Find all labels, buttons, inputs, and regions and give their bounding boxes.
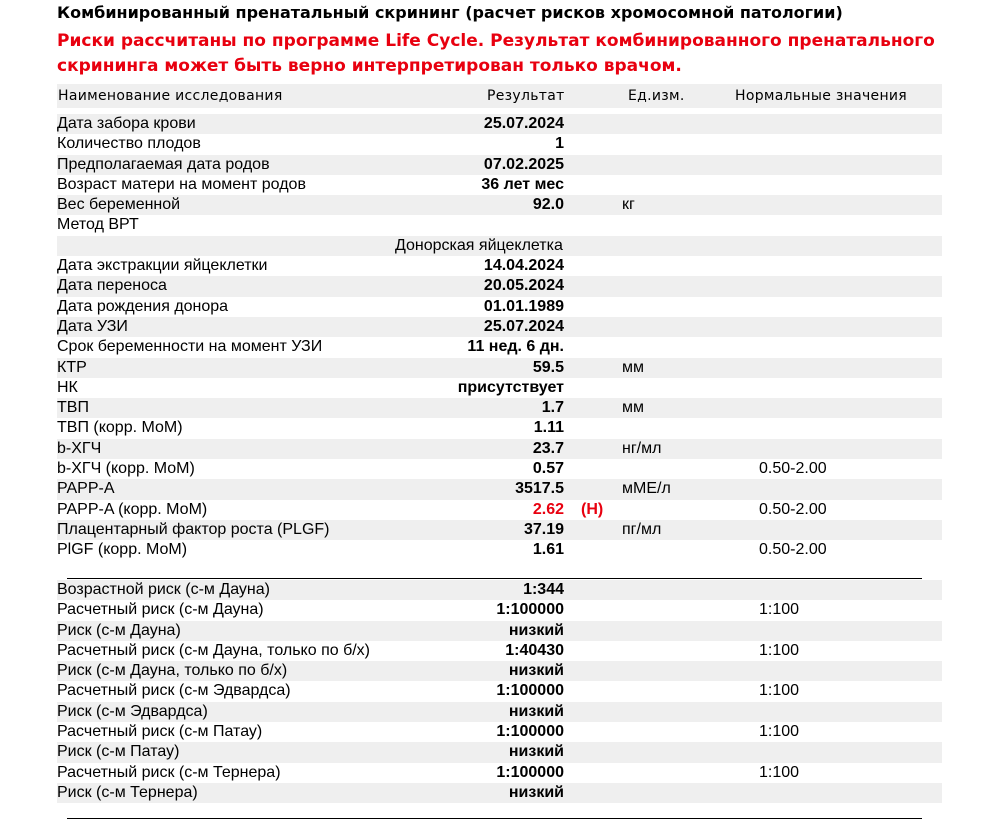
row-name: PAPP-A (корр. МоМ): [57, 500, 208, 518]
row-name: b-ХГЧ (корр. МоМ): [57, 460, 195, 478]
row-name: Дата забора крови: [57, 115, 196, 132]
row-norm: 0.50-2.00: [759, 541, 827, 559]
row-name: PAPP-A: [57, 480, 115, 498]
risk-norm: 1:100: [759, 723, 800, 741]
row-name: Срок беременности на момент УЗИ: [57, 338, 323, 356]
row-result: 25.07.2024: [483, 115, 564, 132]
row-result: 20.05.2024: [483, 277, 564, 295]
table-row: [57, 540, 942, 560]
risk-row: [57, 621, 942, 641]
risk-name: Риск (с-м Дауна, только по б/х): [57, 662, 288, 680]
table-row: [57, 175, 942, 195]
risk-name: Расчетный риск (с-м Эдвардса): [57, 682, 291, 700]
row-name: Дата рождения донора: [57, 297, 229, 315]
report-title: Комбинированный пренатальный скрининг (расчет рисков хромосомной патологии): [57, 3, 843, 22]
row-name: PlGF (корр. МоМ): [57, 541, 188, 559]
risk-norm: 1:100: [759, 682, 800, 700]
risk-result: низкий: [508, 702, 564, 720]
table-row: [57, 337, 942, 357]
row-name: ТВП (корр. МоМ): [57, 419, 183, 437]
risk-name: Риск (с-м Дауна): [57, 621, 181, 639]
row-subvalue: Донорская яйцеклетка: [395, 236, 563, 254]
row-result: 07.02.2025: [483, 155, 564, 173]
table-row: [57, 195, 942, 215]
table-row: [57, 297, 942, 317]
row-unit: мМЕ/л: [622, 480, 671, 498]
risk-result: низкий: [508, 743, 564, 761]
row-result: 36 лет мес: [481, 175, 564, 193]
risk-norm: 1:100: [759, 641, 800, 659]
table-row: [57, 439, 942, 459]
row-unit: мм: [622, 399, 644, 417]
risk-name: Расчетный риск (с-м Дауна): [57, 601, 264, 619]
table-row: [57, 398, 942, 418]
bottom-divider: [67, 818, 922, 819]
row-result: присутствует: [457, 378, 564, 396]
risk-result: 1:100000: [496, 601, 564, 619]
row-unit: мм: [622, 358, 644, 376]
table-row: [57, 236, 942, 256]
risk-row: [57, 580, 942, 600]
risk-row: [57, 783, 942, 803]
risk-row: [57, 681, 942, 701]
risk-result: низкий: [508, 783, 564, 801]
risk-norm: 1:100: [759, 763, 800, 781]
risk-result: 1:100000: [496, 682, 564, 700]
table-row: [57, 479, 942, 499]
table-header: [57, 84, 942, 108]
row-name: ТВП: [57, 399, 89, 417]
risk-name: Расчетный риск (с-м Тернера): [57, 763, 281, 781]
table-row: [57, 520, 942, 540]
header-name: Наименование исследования: [58, 88, 283, 104]
row-name: Плацентарный фактор роста (PLGF): [57, 520, 330, 538]
row-result: 3517.5: [515, 480, 564, 498]
risk-row: [57, 702, 942, 722]
row-name: b-ХГЧ: [57, 439, 102, 457]
risk-row: [57, 600, 942, 620]
row-flag: (Н): [581, 500, 604, 518]
row-norm: 0.50-2.00: [759, 460, 827, 478]
table-row: [57, 358, 942, 378]
risk-name: Риск (с-м Тернера): [57, 783, 198, 801]
risk-result: низкий: [508, 621, 564, 639]
row-result: 92.0: [532, 196, 564, 214]
risk-row: [57, 722, 942, 742]
table-row: [57, 500, 942, 520]
row-result: 2.62: [532, 500, 564, 518]
row-result: 0.57: [532, 460, 564, 478]
risk-name: Расчетный риск (с-м Патау): [57, 723, 263, 741]
risk-row: [57, 641, 942, 661]
table-row: [57, 276, 942, 296]
table-row: [57, 378, 942, 398]
row-result: 37.19: [523, 520, 564, 538]
interpretation-warning: Риски рассчитаны по программе Life Cycle. Результат комбинированного пренатального скрининга может быть верно интерпретирован только врачом.: [57, 31, 935, 76]
table-row: [57, 155, 942, 175]
row-result: 01.01.1989: [483, 297, 564, 315]
row-name: Дата УЗИ: [57, 317, 128, 335]
row-name: Вес беременной: [57, 196, 181, 214]
row-name: Предполагаемая дата родов: [57, 155, 270, 173]
row-name: Метод ВРТ: [57, 216, 139, 234]
row-result: 1.7: [541, 399, 564, 417]
section-divider: [67, 578, 922, 579]
row-name: Количество плодов: [57, 135, 201, 153]
row-name: Дата переноса: [57, 277, 167, 295]
risks-table: [57, 580, 942, 803]
risk-result: 1:100000: [496, 763, 564, 781]
row-name: КТР: [57, 358, 87, 376]
row-result: 59.5: [532, 358, 564, 376]
row-result: 14.04.2024: [483, 257, 564, 275]
row-result: 25.07.2024: [483, 317, 564, 335]
table-row: [57, 134, 942, 154]
risk-norm: 1:100: [759, 601, 800, 619]
risk-row: [57, 763, 942, 783]
row-name: Возраст матери на момент родов: [57, 175, 306, 193]
risk-result: 1:100000: [496, 723, 564, 741]
risk-name: Возрастной риск (с-м Дауна): [57, 581, 270, 598]
risk-name: Риск (с-м Эдвардса): [57, 702, 208, 720]
row-unit: кг: [622, 196, 635, 214]
row-result: 23.7: [532, 439, 564, 457]
risk-row: [57, 742, 942, 762]
table-row: [57, 317, 942, 337]
row-result: 1.61: [532, 541, 564, 559]
risk-result: 1:344: [523, 581, 564, 598]
risk-result: низкий: [508, 662, 564, 680]
row-norm: 0.50-2.00: [759, 500, 827, 518]
risk-name: Риск (с-м Патау): [57, 743, 180, 761]
table-row: [57, 256, 942, 276]
row-name: Дата экстракции яйцеклетки: [57, 257, 268, 275]
table-row: [57, 114, 942, 134]
header-unit: Ед.изм.: [628, 88, 685, 104]
table-row: [57, 418, 942, 438]
row-result: 1: [555, 135, 564, 153]
risk-result: 1:40430: [505, 641, 564, 659]
header-norm: Нормальные значения: [735, 88, 908, 104]
row-unit: пг/мл: [622, 520, 662, 538]
risk-name: Расчетный риск (с-м Дауна, только по б/х): [57, 641, 371, 659]
table-row: [57, 459, 942, 479]
table-row: [57, 215, 942, 235]
row-result: 11 нед. 6 дн.: [467, 338, 564, 356]
results-table: [57, 114, 942, 561]
risk-row: [57, 661, 942, 681]
row-result: 1.11: [533, 419, 564, 437]
row-name: НК: [57, 378, 78, 396]
row-unit: нг/мл: [622, 439, 662, 457]
header-result: Результат: [487, 88, 565, 104]
